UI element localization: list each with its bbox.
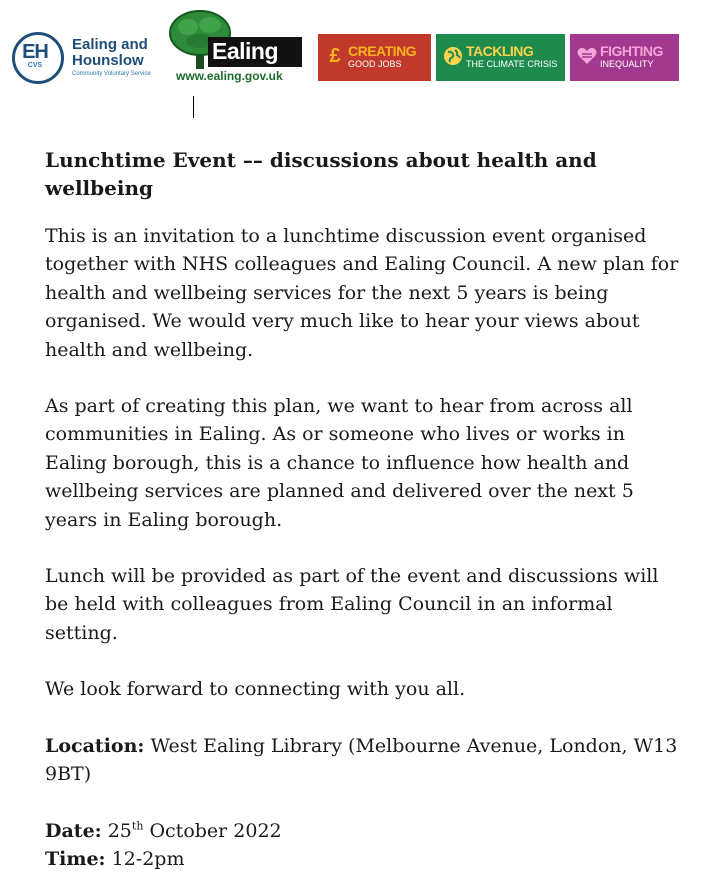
header-logos: [0, 0, 715, 95]
badge-climate-line1: TACKLING: [466, 43, 534, 59]
time-line: [45, 845, 685, 873]
eh-logo-cvs: CVS: [27, 62, 43, 69]
badge-jobs-line2: GOOD JOBS: [348, 59, 402, 69]
text-cursor: [193, 96, 194, 118]
badge-climate-line2: THE CLIMATE CRISIS: [466, 59, 558, 69]
eh-logo-name-line2: Hounslow: [72, 52, 144, 69]
badge-tackling-climate: [436, 34, 565, 81]
ealing-url: www.ealing.gov.uk: [176, 69, 283, 83]
date-label: Date:: [45, 819, 102, 842]
date-suffix: th: [131, 819, 144, 833]
badge-inequality-line2: INEQUALITY: [600, 59, 654, 69]
eh-logo-name: [72, 37, 148, 69]
paragraph-communities: As part of creating this plan, we want to hear from across all communities in Ealing. As or someone who lives or works in Ealing borough, this is a chance to influence how health and wellbeing services are planned and delivered over the next 5 years in Ealing borough.: [45, 395, 634, 531]
event-title: Lunchtime Event –– discussions about health and wellbeing: [45, 148, 597, 200]
date-line: [45, 817, 685, 845]
time-label: Time:: [45, 847, 106, 870]
eh-cvs-logo: [12, 32, 162, 88]
paragraph-closing: We look forward to connecting with you all.: [45, 678, 466, 701]
eh-logo-subtitle: Community Voluntary Service: [72, 71, 151, 77]
badge-inequality-line1: FIGHTING: [600, 43, 663, 59]
time-value: 12-2pm: [111, 847, 185, 870]
badge-fighting-inequality: [570, 34, 679, 81]
date-rest: October 2022: [149, 819, 282, 842]
location-value: West Ealing Library (Melbourne Avenue, London, W13 9BT): [45, 734, 678, 786]
globe-icon: [442, 45, 464, 67]
eh-logo-initials: EH: [22, 41, 48, 63]
eh-logo-name-line1: Ealing and: [72, 36, 148, 53]
ealing-council-logo: [166, 9, 306, 87]
badge-creating-good-jobs: [318, 34, 431, 81]
paragraph-invitation: This is an invitation to a lunchtime discussion event organised together with NHS colleagues and Ealing Council. A new plan for health and wellbeing services for the next 5 years is being organised. We would very much like to hear your views about health and wellbeing.: [45, 225, 679, 361]
ealing-wordmark: Ealing: [212, 38, 279, 64]
pound-icon: £: [329, 45, 341, 67]
location-line: [45, 732, 685, 789]
heart-icon: [576, 45, 598, 67]
badge-jobs-line1: CREATING: [348, 43, 417, 59]
location-label: Location:: [45, 734, 145, 757]
document-body: [45, 146, 685, 873]
paragraph-lunch: Lunch will be provided as part of the event and discussions will be held with colleagues from Ealing Council in an informal setting.: [45, 565, 659, 644]
date-day: 25: [107, 819, 132, 842]
